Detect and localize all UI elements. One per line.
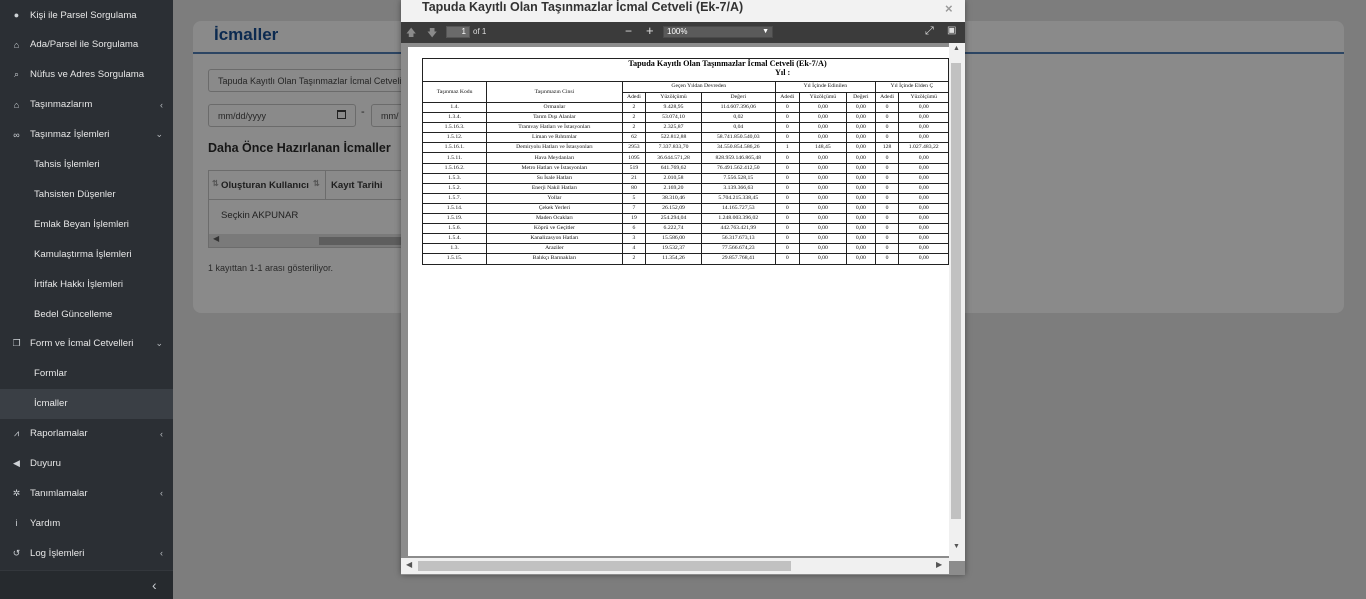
sidebar-item-label: Tahsis İşlemleri — [34, 159, 100, 170]
sidebar-item-label: Formlar — [34, 368, 68, 380]
report-header-group3: Yıl İçinde Elden Ç — [875, 82, 948, 93]
table-cell: 34.550.854.586,26 — [701, 143, 775, 153]
section-title: Daha Önce Hazırlanan İcmaller — [208, 141, 391, 155]
table-cell: 0,00 — [847, 153, 876, 163]
table-cell: 0,00 — [847, 163, 876, 173]
table-cell: 0,00 — [799, 214, 846, 224]
table-cell: 0 — [775, 214, 799, 224]
report-header-group2: Yıl İçinde Edinilen — [775, 82, 875, 93]
table-cell: 1.5.6. — [423, 224, 487, 234]
table-cell: 0,00 — [847, 244, 876, 254]
bank-icon: ⌂ — [13, 99, 20, 110]
table-cell: 15.586,00 — [646, 234, 701, 244]
sort-icon[interactable]: ⇅ — [313, 179, 320, 188]
start-date-placeholder: mm/dd/yyyy — [218, 110, 267, 121]
table-cell: 1 — [775, 143, 799, 153]
table-cell: Kanalizasyon Hatları — [487, 234, 622, 244]
sidebar-item-label: Log İşlemleri — [30, 547, 85, 559]
table-cell: 0 — [875, 234, 899, 244]
sidebar-item-yardım[interactable] — [0, 508, 173, 538]
sidebar-item-label: İcmaller — [34, 398, 68, 410]
table-cell: Metro Hatları ve İstasyonları — [487, 163, 622, 173]
table-cell: 0,00 — [847, 254, 876, 264]
table-cell: 0 — [875, 244, 899, 254]
pdf-page — [408, 47, 949, 556]
zoom-value: 100% — [667, 27, 688, 36]
table-cell: 0 — [875, 113, 899, 123]
table-cell: 0 — [775, 183, 799, 193]
scroll-left-icon[interactable]: ◀ — [406, 560, 413, 569]
modal-header — [401, 0, 965, 22]
table-cell: 0 — [775, 113, 799, 123]
table-cell: Çekek Yerleri — [487, 203, 622, 213]
table-row — [423, 123, 949, 133]
table-cell: 0,00 — [899, 103, 949, 113]
table-row — [423, 244, 949, 254]
table-cell: 0,00 — [899, 224, 949, 234]
cell-user: Seçkin AKPUNAR — [221, 210, 299, 221]
table-row — [423, 254, 949, 264]
table-cell: 21 — [622, 173, 646, 183]
table-cell: 0 — [775, 123, 799, 133]
table-cell: 0,00 — [847, 103, 876, 113]
table-cell: 19 — [622, 214, 646, 224]
sidebar-item-kamulaştırma-i-şlemleri[interactable] — [0, 239, 173, 269]
table-cell: 1.5.4. — [423, 234, 487, 244]
table-cell: Köprü ve Geçitler — [487, 224, 622, 234]
sidebar-item-i-cmaller[interactable] — [0, 389, 173, 419]
table-cell: 0 — [875, 173, 899, 183]
table-cell: Su İsale Hatları — [487, 173, 622, 183]
sidebar-item-label: Kamulaştırma İşlemleri — [34, 248, 132, 260]
table-cell: 58.741.850.540,03 — [701, 133, 775, 143]
table-cell: 77.566.674,23 — [701, 244, 775, 254]
table-cell: 56.317.673,13 — [701, 234, 775, 244]
table-cell: 522.812,88 — [646, 133, 701, 143]
scroll-right-icon[interactable]: ▶ — [936, 560, 943, 569]
table-cell: Tramvay Hatları ve İstasyonları — [487, 123, 622, 133]
table-row — [423, 133, 949, 143]
table-cell: 254.294,04 — [646, 214, 701, 224]
table-header — [209, 171, 409, 200]
table-cell: 2 — [622, 103, 646, 113]
table-cell: 0 — [875, 193, 899, 203]
table-cell: 0 — [875, 133, 899, 143]
report-subheader: Yüzölçümü — [799, 92, 846, 103]
sidebar-item-formlar[interactable] — [0, 359, 173, 389]
table-cell: 641.769,62 — [646, 163, 701, 173]
table-cell: 0,00 — [847, 214, 876, 224]
table-cell: 2.010,58 — [646, 173, 701, 183]
table-cell: 1.4. — [423, 103, 487, 113]
table-row — [423, 183, 949, 193]
table-cell: 0,00 — [847, 224, 876, 234]
table-cell: 0,00 — [799, 254, 846, 264]
table-cell: Hava Meydanları — [487, 153, 622, 163]
table-cell: 0,00 — [899, 113, 949, 123]
table-cell: 7.337.833,70 — [646, 143, 701, 153]
sidebar-item-label: Nüfus ve Adres Sorgulama — [30, 69, 145, 81]
table-cell: 0,00 — [847, 203, 876, 213]
table-cell: 1.5.12. — [423, 133, 487, 143]
fullscreen-icon[interactable]: ⤢ — [925, 25, 934, 37]
sidebar-item-bedel-güncelleme[interactable] — [0, 299, 173, 329]
sidebar — [0, 0, 173, 599]
report-subheader: Değeri — [847, 92, 876, 103]
table-cell: 0 — [775, 133, 799, 143]
table-cell: 0,00 — [899, 153, 949, 163]
table-cell: 0,00 — [799, 123, 846, 133]
scroll-down-icon[interactable]: ▼ — [953, 543, 960, 550]
table-cell: 519 — [622, 163, 646, 173]
sidebar-item-label: Raporlamalar — [30, 428, 88, 440]
table-cell: 0,00 — [899, 133, 949, 143]
sidebar-item-label: Duyuru — [30, 458, 61, 469]
table-row — [423, 193, 949, 203]
table-cell: 128 — [875, 143, 899, 153]
chevron-left-icon: ‹ — [160, 99, 163, 110]
table-cell: 1.5.16.2. — [423, 163, 487, 173]
table-cell: 0,00 — [847, 123, 876, 133]
close-icon[interactable]: × — [945, 1, 953, 16]
table-cell: 828.959.146.865,48 — [701, 153, 775, 163]
table-cell: 0,00 — [899, 203, 949, 213]
table-row — [423, 113, 949, 123]
table-cell: 0 — [875, 214, 899, 224]
sidebar-item-emlak-beyan-i-şlemleri[interactable] — [0, 209, 173, 239]
sidebar-item-kişi-ile-parsel-sorgulama[interactable] — [0, 0, 173, 30]
sidebar-item-label: Tanımlamalar — [30, 487, 88, 499]
table-cell: 1.027.483,22 — [899, 143, 949, 153]
history-icon: ↺ — [12, 547, 21, 558]
table-cell: 0,00 — [799, 193, 846, 203]
table-row — [423, 224, 949, 234]
sidebar-collapse-button[interactable] — [0, 570, 173, 599]
table-cell: 2.169,20 — [646, 183, 701, 193]
user-icon: ● — [13, 10, 20, 20]
table-cell: 1.5.7. — [423, 193, 487, 203]
table-cell: 0,00 — [899, 123, 949, 133]
table-cell: 26.152,09 — [646, 203, 701, 213]
table-cell: 3 — [622, 234, 646, 244]
table-cell: Liman ve Rıhtımlar — [487, 133, 622, 143]
table-cell: 0,00 — [799, 103, 846, 113]
table-cell: Demiryolu Hatları ve İstasyonları — [487, 143, 622, 153]
date-range-dash: - — [361, 106, 365, 118]
table-cell: 0,00 — [847, 173, 876, 183]
scroll-up-icon[interactable]: ▲ — [953, 45, 960, 52]
table-info: 1 kayıttan 1-1 arası gösteriliyor. — [208, 263, 334, 273]
table-cell: 0,00 — [799, 163, 846, 173]
sidebar-item-label: Ada/Parsel ile Sorgulama — [30, 39, 139, 51]
table-cell: 0,00 — [899, 163, 949, 173]
sidebar-item-label: Bedel Güncelleme — [34, 308, 113, 320]
table-cell: Balıkçı Barınakları — [487, 254, 622, 264]
sort-icon[interactable]: ⇅ — [212, 179, 219, 188]
history-table — [208, 170, 408, 248]
table-cell: Tarım Dışı Alanlar — [487, 113, 622, 123]
calendar-icon[interactable] — [337, 110, 346, 119]
table-cell: 0 — [775, 224, 799, 234]
table-cell: 0,00 — [799, 234, 846, 244]
table-cell: Ormanlar — [487, 103, 622, 113]
sidebar-item-i-rtifak-hakkı-i-şlemleri[interactable] — [0, 269, 173, 299]
column-divider — [325, 171, 326, 199]
table-cell: 80 — [622, 183, 646, 193]
report-title-text: Tapuda Kayıtlı Olan Taşınmazlar İcmal Cetveli (Ek-7/A) — [628, 59, 827, 68]
table-cell: 36.644.571,28 — [646, 153, 701, 163]
vertical-scrollbar[interactable] — [949, 43, 965, 561]
chevron-down-icon: ⌄ — [155, 129, 163, 140]
table-cell: 148,45 — [799, 143, 846, 153]
table-cell: 76.491.562.412,50 — [701, 163, 775, 173]
table-cell: 0 — [875, 224, 899, 234]
sidebar-item-tahsisten-düşenler[interactable] — [0, 179, 173, 209]
table-cell: 0,00 — [799, 173, 846, 183]
table-cell: Yollar — [487, 193, 622, 203]
table-cell: 0,00 — [799, 183, 846, 193]
sidebar-item-label: Taşınmaz İşlemleri — [30, 129, 110, 141]
table-cell: 0,04 — [701, 123, 775, 133]
table-cell: 1.3.4. — [423, 113, 487, 123]
sidebar-item-label: Kişi ile Parsel Sorgulama — [30, 9, 137, 21]
table-row — [423, 163, 949, 173]
table-cell: 0 — [775, 173, 799, 183]
table-cell: 0 — [875, 203, 899, 213]
table-cell: 9.428,95 — [646, 103, 701, 113]
table-row — [423, 173, 949, 183]
copy-icon: ❐ — [12, 338, 21, 349]
table-cell: 2 — [622, 123, 646, 133]
table-cell: 0 — [875, 153, 899, 163]
table-cell: 11.354,26 — [646, 254, 701, 264]
table-cell: 0,00 — [799, 224, 846, 234]
chevron-left-icon: ‹ — [160, 428, 163, 439]
table-cell: 14.165.727,53 — [701, 203, 775, 213]
column-header-user[interactable]: Oluşturan Kullanıcı — [221, 180, 309, 191]
sidebar-item-label: Form ve İcmal Cetvelleri — [30, 338, 134, 350]
end-date-placeholder: mm/ — [381, 110, 399, 121]
table-cell: 5 — [622, 193, 646, 203]
table-row — [423, 153, 949, 163]
report-subheader: Değeri — [701, 92, 775, 103]
start-date-input[interactable] — [208, 104, 356, 127]
table-cell: 1.5.3. — [423, 173, 487, 183]
pdf-viewer[interactable] — [401, 43, 965, 575]
table-cell: 0 — [775, 244, 799, 254]
page-title: İcmaller — [214, 25, 279, 44]
table-cell: 53.074,10 — [646, 113, 701, 123]
sidebar-item-label: Yardım — [30, 517, 61, 529]
table-cell: 0 — [775, 203, 799, 213]
sidebar-item-form-ve-i-cmal-cetvelleri[interactable] — [0, 329, 173, 359]
table-cell: Enerji Nakil Hatları — [487, 183, 622, 193]
sidebar-item-ada-parsel-ile-sorgulama[interactable] — [0, 30, 173, 60]
table-cell: Maden Ocakları — [487, 214, 622, 224]
table-cell: 2 — [622, 254, 646, 264]
report-type-value: Tapuda Kayıtlı Olan Taşınmazlar İcmal Cetveli — [218, 75, 402, 86]
table-cell: 0,00 — [847, 143, 876, 153]
zoom-select[interactable] — [663, 26, 773, 38]
info-icon: i — [15, 518, 18, 529]
table-cell: 1.5.2. — [423, 183, 487, 193]
chevron-left-icon: ‹ — [160, 488, 163, 499]
table-cell: 0,00 — [847, 133, 876, 143]
table-cell: 1.248.003.396,02 — [701, 214, 775, 224]
report-subheader: Adedi — [875, 92, 899, 103]
sidebar-item-nüfus-ve-adres-sorgulama[interactable] — [0, 60, 173, 90]
page-number-input[interactable]: 1 — [446, 26, 470, 38]
table-cell: 2.325,87 — [646, 123, 701, 133]
table-cell: 0,00 — [847, 234, 876, 244]
table-cell: 1.5.16.3. — [423, 123, 487, 133]
table-row[interactable] — [221, 210, 298, 221]
table-cell: 0,00 — [799, 244, 846, 254]
table-cell: 0,00 — [899, 214, 949, 224]
table-cell: 3.139.366,63 — [701, 183, 775, 193]
cogs-icon: ✲ — [12, 487, 21, 498]
sidebar-item-tanımlamalar[interactable] — [0, 478, 173, 508]
home-icon: ⌂ — [13, 39, 20, 50]
table-row — [423, 203, 949, 213]
chevron-left-icon[interactable]: ‹ — [152, 577, 157, 593]
table-cell: 0 — [875, 123, 899, 133]
table-cell: 1.5.19. — [423, 214, 487, 224]
table-cell: 0,02 — [701, 113, 775, 123]
table-cell: 0,00 — [799, 113, 846, 123]
table-cell: 62 — [622, 133, 646, 143]
pdf-modal — [401, 0, 965, 575]
table-cell: 1.5.11. — [423, 153, 487, 163]
table-cell: 0,00 — [847, 113, 876, 123]
table-cell: 0,00 — [899, 173, 949, 183]
table-cell: Araziler — [487, 244, 622, 254]
sidebar-item-tahsis-i-şlemleri[interactable] — [0, 150, 173, 180]
table-cell: 6.222,74 — [646, 224, 701, 234]
table-cell: 114.607.396,06 — [701, 103, 775, 113]
table-horizontal-scrollbar[interactable] — [209, 234, 407, 247]
table-cell: 442.763.421,99 — [701, 224, 775, 234]
chevron-down-icon: ⌄ — [155, 338, 163, 349]
report-year: Yıl : — [775, 68, 791, 77]
table-cell: 1.3. — [423, 244, 487, 254]
table-cell: 0 — [875, 163, 899, 173]
search-icon: ⌕ — [13, 69, 20, 80]
report-header-group1: Geçen Yıldan Devreden — [622, 82, 775, 93]
table-cell: 1.5.16.1. — [423, 143, 487, 153]
page-count: of 1 — [473, 27, 487, 36]
column-header-date[interactable]: Kayıt Tarihi — [331, 180, 383, 191]
table-cell: 1095 — [622, 153, 646, 163]
table-cell: 0 — [875, 183, 899, 193]
chevron-left-icon: ‹ — [160, 548, 163, 559]
sidebar-item-raporlamalar[interactable] — [0, 419, 173, 449]
sidebar-item-label: Taşınmazlarım — [30, 99, 93, 111]
table-cell: 0,00 — [847, 193, 876, 203]
table-cell: 0,00 — [799, 133, 846, 143]
table-cell: 0,00 — [899, 234, 949, 244]
sidebar-item-label: Tahsisten Düşenler — [34, 188, 116, 200]
table-cell: 6 — [622, 224, 646, 234]
table-cell: 38.310,46 — [646, 193, 701, 203]
table-cell: 0,00 — [899, 183, 949, 193]
table-cell: 2 — [622, 113, 646, 123]
table-row — [423, 103, 949, 113]
sidebar-item-taşınmaz-i-şlemleri[interactable] — [0, 120, 173, 150]
pdf-toolbar — [401, 22, 965, 43]
scrollbar-thumb[interactable] — [951, 63, 961, 519]
table-cell: 4 — [622, 244, 646, 254]
table-row — [423, 143, 949, 153]
scrollbar-thumb[interactable] — [418, 561, 791, 571]
sidebar-item-duyuru[interactable] — [0, 449, 173, 479]
download-icon[interactable]: ▣ — [947, 25, 957, 36]
sidebar-item-taşınmazlarım[interactable] — [0, 90, 173, 120]
table-cell: 0,00 — [899, 244, 949, 254]
table-cell: 1.5.14. — [423, 203, 487, 213]
table-cell: 0,00 — [799, 153, 846, 163]
table-cell: 0,00 — [899, 193, 949, 203]
table-cell: 0 — [775, 163, 799, 173]
sidebar-item-label: İrtifak Hakkı İşlemleri — [34, 278, 124, 290]
table-cell: 0,00 — [847, 183, 876, 193]
table-cell: 0 — [775, 254, 799, 264]
table-cell: 1.5.15. — [423, 254, 487, 264]
table-cell: 29.857.768,41 — [701, 254, 775, 264]
table-cell: 0,00 — [899, 254, 949, 264]
table-cell: 5.704.215.338,45 — [701, 193, 775, 203]
horizontal-scrollbar[interactable] — [401, 558, 949, 574]
table-cell: 7.556.528,15 — [701, 173, 775, 183]
table-cell: 0 — [775, 193, 799, 203]
table-cell: 19.532,37 — [646, 244, 701, 254]
table-cell: 0 — [875, 254, 899, 264]
scroll-left-icon[interactable]: ◀ — [213, 234, 220, 243]
zoom-in-button[interactable]: + — [646, 23, 654, 38]
report-subheader: Adedi — [775, 92, 799, 103]
table-row — [423, 234, 949, 244]
sidebar-item-log-i-şlemleri[interactable] — [0, 538, 173, 568]
report-table — [422, 58, 949, 265]
table-cell: 2953 — [622, 143, 646, 153]
table-cell: 0,00 — [799, 203, 846, 213]
handshake-icon: ∞ — [13, 129, 20, 140]
megaphone-icon: ◀ — [13, 458, 20, 468]
modal-title: Tapuda Kayıtlı Olan Taşınmazlar İcmal Cetveli (Ek-7/A) — [422, 0, 744, 14]
arrow-down-icon[interactable]: 🡇 — [427, 28, 438, 39]
arrow-up-icon[interactable]: 🡅 — [406, 28, 417, 39]
report-subheader: Yüzölçümü — [899, 92, 949, 103]
table-row — [423, 214, 949, 224]
report-title — [408, 59, 949, 68]
table-cell: 7 — [622, 203, 646, 213]
zoom-out-button[interactable]: − — [625, 24, 633, 38]
report-subheader: Adedi — [622, 92, 646, 103]
report-type-select[interactable] — [208, 69, 408, 92]
table-cell: 0 — [875, 103, 899, 113]
report-header-kod: Taşınmaz Kodu — [423, 82, 487, 103]
report-header-cins: Taşınmazın Cinsi — [487, 82, 622, 103]
scrollbar-thumb[interactable] — [319, 237, 407, 245]
report-subheader: Yüzölçümü — [646, 92, 701, 103]
sidebar-item-label: Emlak Beyan İşlemleri — [34, 218, 129, 230]
table-cell: 0 — [775, 153, 799, 163]
chevron-down-icon: ▼ — [762, 28, 769, 35]
table-cell: 0 — [775, 234, 799, 244]
chart-icon: ⩘ — [13, 428, 20, 439]
table-cell: 0 — [775, 103, 799, 113]
